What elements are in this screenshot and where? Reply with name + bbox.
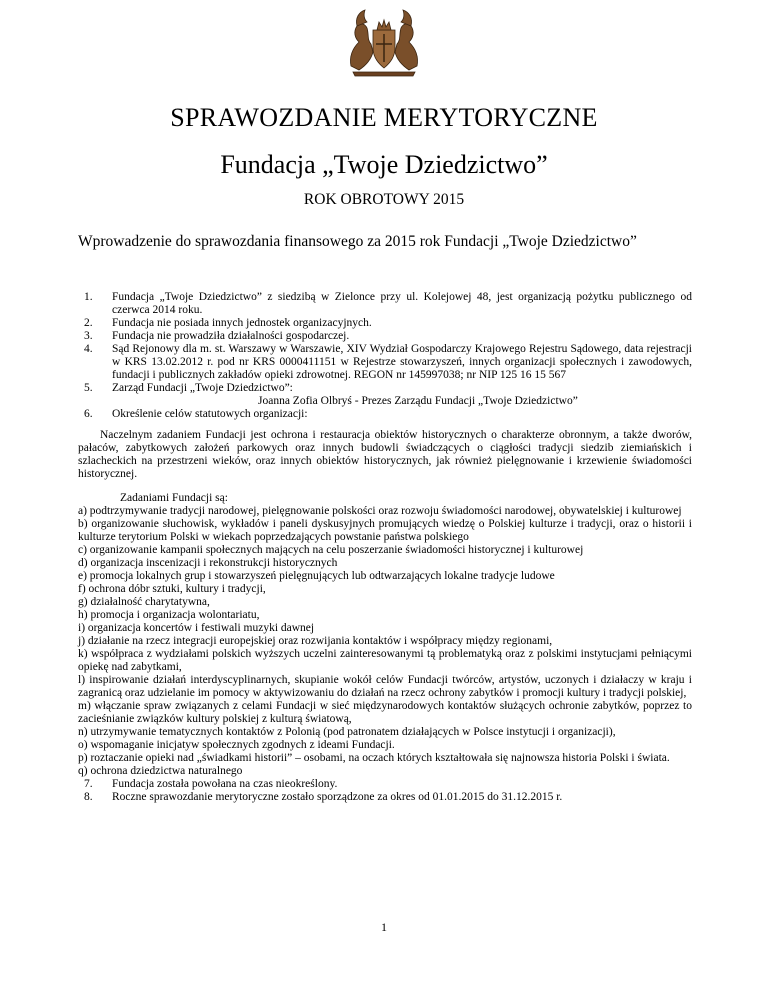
task-item: l) inspirowanie działań interdyscyplinarnych, skupianie wokół celów Fundacji twórców, artystów, uczonych i działaczy w kraju i zagranicą oraz udzielanie im pomocy w aktywizowaniu do działań na rzecz ochrony zabytków i promocji kultury i tradycji polskiej,	[78, 674, 692, 699]
list-item	[78, 382, 692, 408]
task-item: c) organizowanie kampanii społecznych mających na celu poszerzanie świadomości historycznej i kulturowej	[78, 544, 584, 556]
list-item-number: 6.	[84, 408, 93, 420]
list-item-number: 2.	[84, 317, 93, 329]
task-item: o) wspomaganie inicjatyw społecznych zgodnych z ideami Fundacji.	[78, 739, 395, 751]
list-item-number: 4.	[84, 343, 93, 355]
board-member: Joanna Zofia Olbryś - Prezes Zarządu Fundacji „Twoje Dziedzictwo”	[258, 395, 578, 407]
task-item: p) roztaczanie opieki nad „świadkami historii” – osobami, na oczach których kształtowała się najnowsza historia Polski i świata.	[78, 752, 670, 764]
list-item-text: Fundacja „Twoje Dziedzictwo” z siedzibą w Zielonce przy ul. Kolejowej 48, jest organizacją pożytku publicznego od czerwca 2014 roku.	[112, 291, 692, 316]
list-item-text: Określenie celów statutowych organizacji:	[112, 408, 308, 420]
page-number: 1	[381, 920, 387, 934]
coat-of-arms-icon	[345, 8, 423, 78]
list-item	[78, 408, 692, 421]
report-list	[78, 291, 692, 804]
list-item-text: Sąd Rejonowy dla m. st. Warszawy w Warszawie, XIV Wydział Gospodarczy Krajowego Rejestru Sądowego, data rejestracji w KRS 13.02.2012 r. pod nr KRS 0000411151 w Rejestrze stowarzyszeń, innych organizacji społecznych i zawodowych, fundacji i publicznych zakładów opieki zdrowotnej. REGON nr 145997038; nr NIP 125 16 15 567	[112, 343, 692, 381]
foundation-name: Fundacja „Twoje Dziedzictwo”	[220, 150, 548, 179]
list-item-number: 1.	[84, 291, 93, 303]
list-item-number: 5.	[84, 382, 93, 394]
list-item-text: Zarząd Fundacji „Twoje Dziedzictwo”:	[112, 382, 293, 394]
list-item-text: Fundacja nie prowadziła działalności gospodarczej.	[112, 330, 350, 342]
task-item: a) podtrzymywanie tradycji narodowej, pielęgnowanie polskości oraz rozwoju świadomości narodowej, obywatelskiej i kulturowej	[78, 505, 682, 517]
main-goal-paragraph: Naczelnym zadaniem Fundacji jest ochrona i restauracja obiektów historycznych o charakterze obronnym, a także dworów, pałaców, zabytkowych założeń parkowych oraz innych budowli świadczących o ciągłości tradycji siedzib ziemiańskich i szlacheckich na przestrzeni wieków, oraz innych obiektów historycznych, jak również pielęgnowanie i krzewienie świadomości historycznej.	[78, 429, 692, 480]
task-item: d) organizacja inscenizacji i rekonstrukcji historycznych	[78, 557, 338, 569]
list-item-text: Roczne sprawozdanie merytoryczne zostało sporządzone za okres od 01.01.2015 do 31.12.2015 r.	[112, 791, 563, 803]
task-item: e) promocja lokalnych grup i stowarzyszeń pielęgnujących lub odtwarzających lokalne tradycje ludowe	[78, 570, 555, 582]
tasks-heading: Zadaniami Fundacji są:	[120, 492, 228, 504]
list-item-text: Fundacja została powołana na czas nieokreślony.	[112, 778, 338, 790]
task-item: n) utrzymywanie tematycznych kontaktów z Polonią (pod patronatem działających w Polsce instytucji i organizacji),	[78, 726, 616, 738]
fiscal-year: ROK OBROTOWY 2015	[303, 191, 465, 208]
list-item-text: Fundacja nie posiada innych jednostek organizacyjnych.	[112, 317, 372, 329]
list-item-number: 8.	[84, 791, 93, 803]
list-item	[78, 291, 692, 317]
list-item	[78, 343, 692, 382]
task-item: b) organizowanie słuchowisk, wykładów i paneli dyskusyjnych promujących wiedzę o Polskiej kulturze i tradycji, oraz o historii i kulturze terytorium Polski w wiekach poprzedzających powstanie państwa polskiego	[78, 518, 692, 543]
task-item: j) działanie na rzecz integracji europejskiej oraz rozwijania kontaktów i współpracy między regionami,	[78, 635, 553, 647]
list-item	[78, 778, 692, 791]
list-item	[78, 330, 692, 343]
task-item: k) współpraca z wydziałami polskich wyższych uczelni zainteresowanymi tą problematyką oraz z polskimi instytucjami pełniącymi opiekę nad zabytkami,	[78, 648, 692, 673]
list-item	[78, 791, 692, 804]
list-item-number: 3.	[84, 330, 93, 342]
task-item: q) ochrona dziedzictwa naturalnego	[78, 765, 243, 777]
intro-heading: Wprowadzenie do sprawozdania finansowego za 2015 rok Fundacji „Twoje Dziedzictwo”	[78, 233, 637, 250]
task-item: m) włączanie spraw związanych z celami Fundacji w sieć międzynarodowych kontaktów służących ochronie zabytków, poprzez to zacieśnianie związków kultury polskiej z kulturą światową,	[78, 700, 692, 725]
task-item: g) działalność charytatywna,	[78, 596, 210, 608]
list-item-number: 7.	[84, 778, 93, 790]
report-title: SPRAWOZDANIE MERYTORYCZNE	[170, 103, 598, 132]
task-item: i) organizacja koncertów i festiwali muzyki dawnej	[78, 622, 315, 634]
task-item: h) promocja i organizacja wolontariatu,	[78, 609, 260, 621]
task-item: f) ochrona dóbr sztuki, kultury i tradycji,	[78, 583, 266, 595]
list-item	[78, 317, 692, 330]
